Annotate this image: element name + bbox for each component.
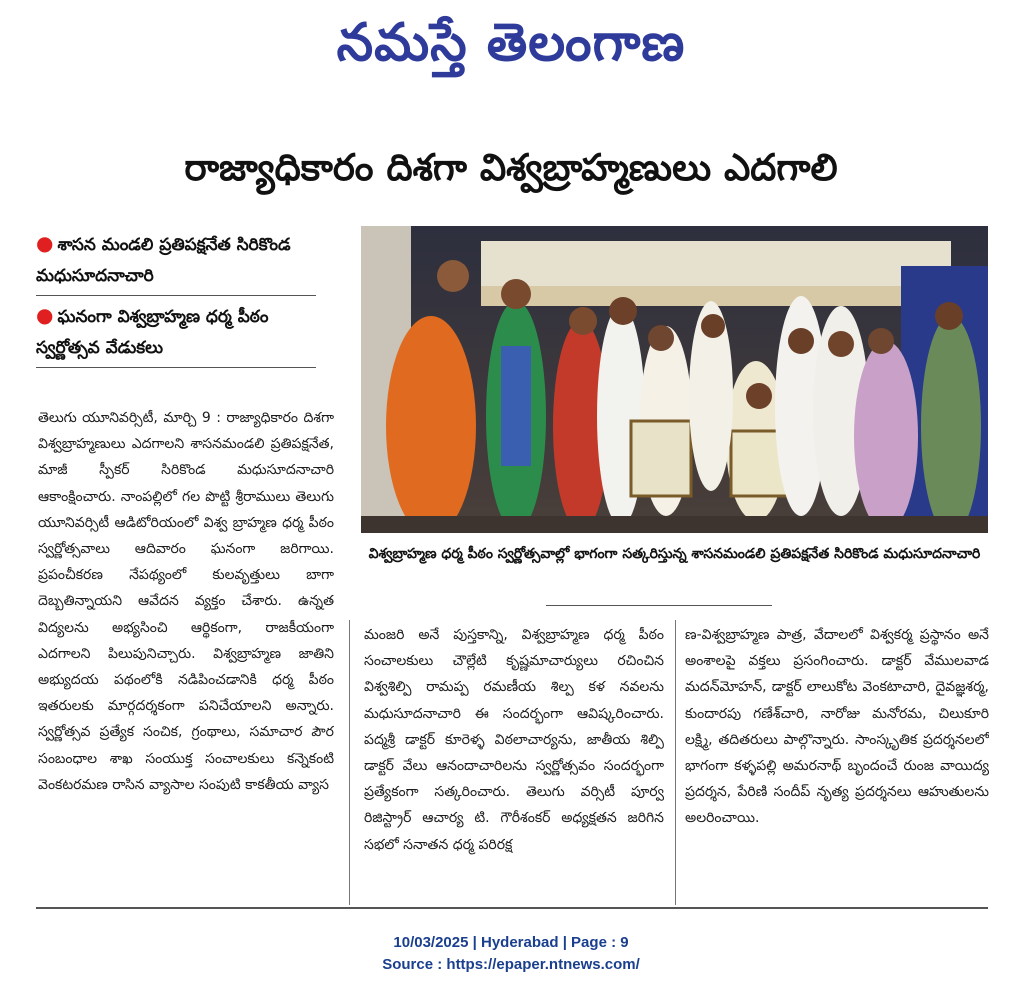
- divider: [546, 605, 772, 606]
- bullet-item: [36, 300, 316, 364]
- footer-source-line: Source : https://epaper.ntnews.com/: [382, 956, 640, 973]
- column-divider: [675, 620, 676, 905]
- bullet-text: శాసన మండలి ప్రతిపక్షనేత సిరికొండ మధుసూదనాచారి: [36, 235, 291, 286]
- bottom-divider: [36, 907, 988, 909]
- masthead-logo: నమస్తే తెలంగాణ: [336, 13, 686, 73]
- article-column-3: ణ-విశ్వబ్రాహ్మణ పాత్ర, వేదాలలో విశ్వకర్మ ప్రస్థానం అనే అంశాలపై వక్తలు ప్రసంగించారు. డాక్టర్ వేములవాడ మదన్‌మోహన్, డాక్టర్ లాలుకోట వెంకటాచారి, దైవజ్ఞశర్మ, కుందారపు గణేశ్‌చారి, నారోజు మనోరమ, చిలుకూరి లక్ష్మి, తదితరులు పాల్గొన్నారు. సాంస్కృతిక ప్రదర్శనలలో భాగంగా కళ్ళపల్లి అమరనాథ్ బృందంచే రుంజ వాయిద్య ప్రదర్శన, పేరిణి సందీప్ నృత్య ప్రదర్శనలు ఆహుతులను అలరించాయి.: [685, 627, 989, 827]
- footer-date-line: 10/03/2025 | Hyderabad | Page : 9: [393, 934, 629, 951]
- divider: [36, 295, 316, 296]
- photo-caption: విశ్వబ్రాహ్మణ ధర్మ పీఠం స్వర్ణోత్సవాల్లో భాగంగా సత్కరిస్తున్న శాసనమండలి ప్రతిపక్షనేత సిరికొండ మధుసూదనాచారి: [368, 546, 981, 562]
- article-column-1: తెలుగు యూనివర్సిటీ, మార్చి 9 : రాజ్యాధికారం దిశగా విశ్వబ్రాహ్మణులు ఎదగాలని శాసనమండలి ప్రతిపక్షనేత, మాజీ స్పీకర్ సిరికొండ మధుసూదనాచారి ఆకాంక్షించారు. నాంపల్లిలో గల పొట్టి శ్రీరాములు తెలుగు యూనివర్సిటీ ఆడిటోరియంలో విశ్వ బ్రాహ్మణ ధర్మ పీఠం స్వర్ణోత్సవాలు ఆదివారం ఘనంగా జరిగాయి. ప్రపంచీకరణ నేపథ్యంలో కులవృత్తులు బాగా దెబ్బతిన్నాయని ఆవేదన వ్యక్తం చేశారు. ఉన్నత విద్యలను అభ్యసించి ఆర్థికంగా, రాజకీయంగా ఎదగాలని పిలుపునిచ్చారు. విశ్వబ్రాహ్మణ జాతిని అభ్యుదయ పథంలోకి నడిపించడానికి ధర్మ పీఠం ఇతరులకు మార్గదర్శకంగా పనిచేయాలని అన్నారు. స్వర్ణోత్సవ ప్రత్యేక సంచిక, గ్రంథాలు, సమాచార పౌర సంబంధాల శాఖ సంయుక్త సంచాలకులు కన్నెకంటి వెంకటరమణ రాసిన వ్యాసాల సంపుటి కాకతీయ వ్యాస: [38, 410, 334, 793]
- bullet-item: [36, 228, 316, 292]
- divider: [36, 367, 316, 368]
- bullet-dot-icon: ●: [36, 231, 54, 255]
- news-photo: [361, 226, 988, 533]
- headline: రాజ్యాధికారం దిశగా విశ్వబ్రాహ్మణులు ఎదగాలి: [184, 146, 838, 189]
- bullet-text: ఘనంగా విశ్వబ్రాహ్మణ ధర్మ పీఠం స్వర్ణోత్సవ వేడుకలు: [36, 307, 269, 358]
- column-divider: [349, 620, 350, 905]
- event-photo-illustration: [361, 226, 988, 533]
- highlight-bullets: [36, 228, 316, 372]
- article-column-2: మంజరి అనే పుస్తకాన్ని, విశ్వబ్రాహ్మణ ధర్మ పీఠం సంచాలకులు చౌల్లేటి కృష్ణమాచార్యులు రచించిన విశ్వశిల్పి రామప్ప రమణీయ శిల్ప కళ నవలను మధుసూదనాచారి ఈ సందర్భంగా ఆవిష్కరించారు. పద్మశ్రీ డాక్టర్ కూరెళ్ళ విఠలాచార్యను, జాతీయ శిల్పి డాక్టర్ వేలు ఆనందాచారిలను స్వర్ణోత్సవం సందర్భంగా ప్రత్యేకంగా సత్కరించారు. తెలుగు వర్సిటీ పూర్వ రిజిస్ట్రార్ ఆచార్య టి. గౌరీశంకర్ అధ్యక్షతన జరిగిన సభలో సనాతన ధర్మ పరిరక్ష: [364, 627, 664, 853]
- bullet-dot-icon: ●: [36, 303, 54, 327]
